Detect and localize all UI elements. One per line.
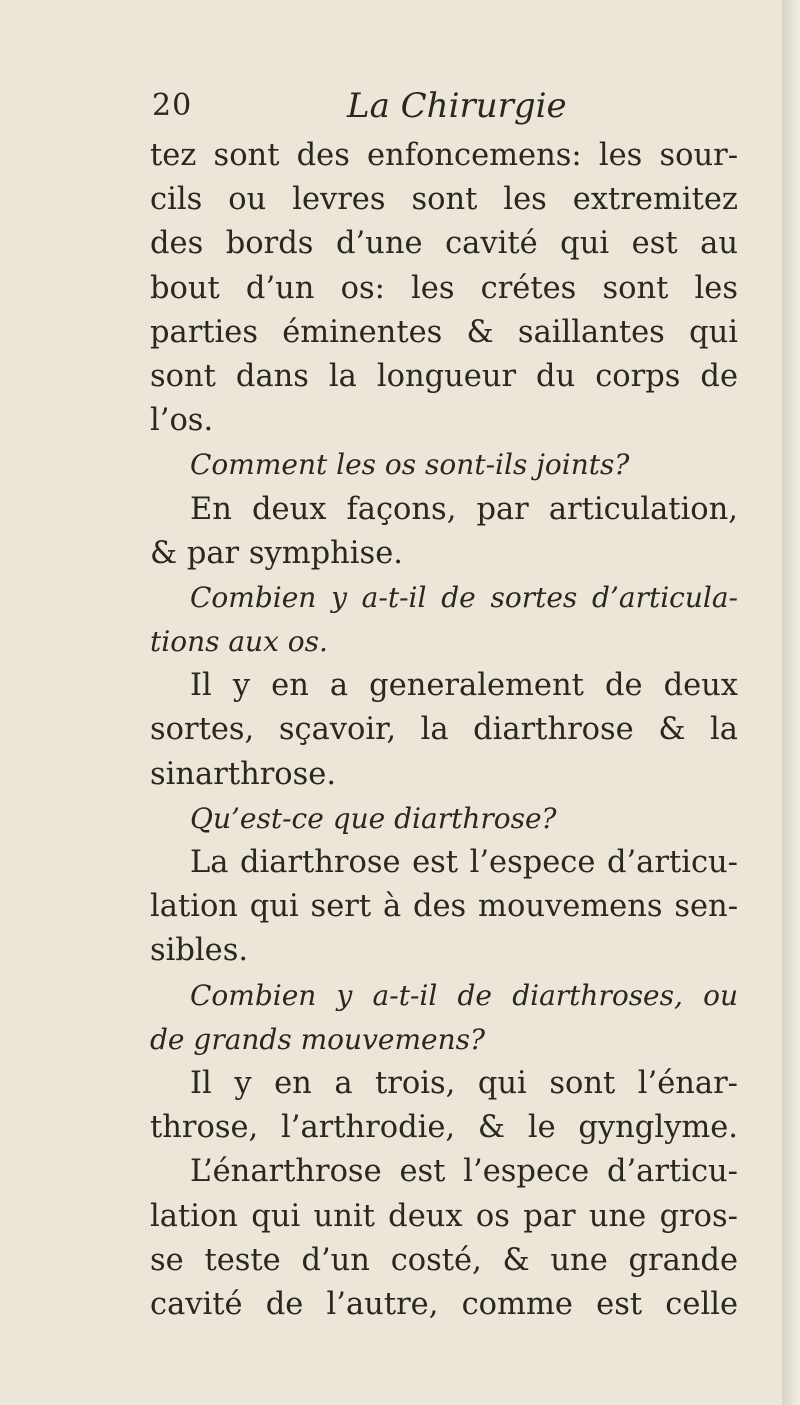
answer-line: Il y en a generalement de deux bbox=[190, 668, 738, 704]
text-line: sont dans la longueur du corps de bbox=[150, 358, 738, 394]
page-edge bbox=[782, 0, 800, 1405]
text-line: & par symphise. bbox=[150, 535, 403, 571]
page-number: 20 bbox=[152, 88, 193, 123]
text-line: sinarthrose. bbox=[150, 756, 337, 792]
text-line: L’énarthrose est l’espece d’articu- bbox=[190, 1154, 738, 1190]
text-line: tez sont des enfoncemens: les sour- bbox=[150, 138, 738, 173]
running-title: La Chirurgie bbox=[347, 86, 567, 126]
answer-line: En deux façons, par articulation, bbox=[190, 491, 738, 527]
page-header bbox=[152, 86, 752, 130]
question-line: tions aux os. bbox=[150, 625, 328, 659]
text-line: l’os. bbox=[150, 403, 214, 439]
answer-line: Il y en a trois, qui sont l’énar- bbox=[190, 1065, 738, 1101]
text-line: bout d’un os: les crétes sont les bbox=[150, 270, 738, 306]
text-line: se teste d’un costé, & une grande bbox=[150, 1242, 738, 1278]
question-line: Combien y a-t-il de sortes d’articula- bbox=[190, 580, 738, 614]
text-line: throse, l’arthrodie, & le gynglyme. bbox=[150, 1110, 738, 1146]
text-line: parties éminentes & saillantes qui bbox=[150, 314, 738, 350]
text-line: cils ou levres sont les extremitez bbox=[150, 182, 738, 218]
answer-line: La diarthrose est l’espece d’articu- bbox=[190, 845, 738, 880]
question-line: Comment les os sont-ils joints? bbox=[190, 448, 630, 482]
text-line: cavité de l’autre, comme est celle bbox=[150, 1286, 738, 1322]
text-line: lation qui unit deux os par une gros- bbox=[150, 1198, 738, 1234]
question-line: Qu’est-ce que diarthrose? bbox=[190, 801, 557, 835]
text-line: sortes, sçavoir, la diarthrose & la bbox=[150, 712, 738, 748]
text-line: lation qui sert à des mouvemens sen- bbox=[150, 889, 738, 925]
question-line: de grands mouvemens? bbox=[150, 1022, 485, 1056]
body-text bbox=[150, 134, 738, 1327]
question-line: Combien y a-t-il de diarthroses, ou bbox=[190, 978, 738, 1012]
text-line: des bords d’une cavité qui est au bbox=[150, 226, 738, 262]
text-line: sibles. bbox=[150, 933, 249, 969]
